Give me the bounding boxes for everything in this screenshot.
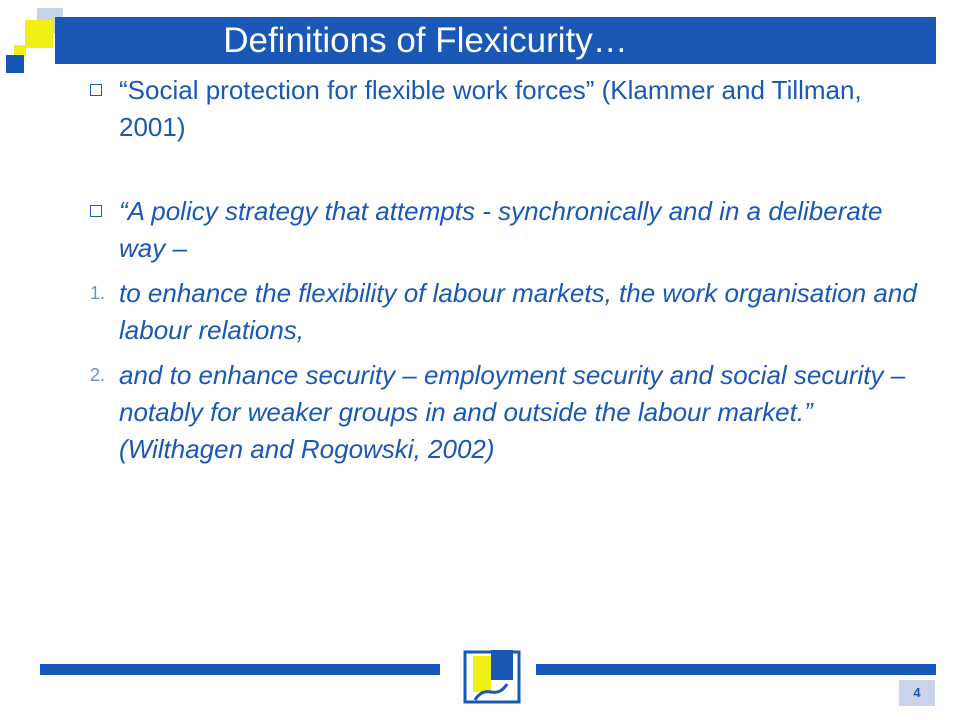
item-number: 1. — [90, 283, 106, 303]
bullet-item — [90, 72, 930, 146]
numbered-text: to enhance the flexibility of labour markets, the work organisation and labour relations, — [119, 278, 917, 345]
title-bar — [55, 17, 936, 64]
footer-rule-right — [536, 664, 936, 675]
page-number: 4 — [913, 685, 921, 700]
square-bullet-icon — [90, 205, 102, 217]
square-bullet-icon — [90, 84, 102, 96]
numbered-text: and to enhance security – employment security and social security – notably for weaker groups in and outside the labour market.” (Wilthagen and Rogowski, 2002) — [119, 360, 906, 464]
numbered-item — [90, 275, 930, 349]
logo-icon — [461, 644, 523, 706]
slide-content — [90, 72, 930, 468]
numbered-item — [90, 357, 930, 468]
slide-title: Definitions of Flexicurity… — [223, 21, 628, 60]
decorative-square-blue — [6, 55, 24, 73]
footer-rule-left — [40, 664, 440, 675]
decorative-square-yellow — [25, 20, 53, 48]
item-number: 2. — [90, 365, 106, 385]
bullet-text: “A policy strategy that attempts - synchronically and in a deliberate way – — [119, 196, 883, 263]
bullet-text: “Social protection for flexible work forces” (Klammer and Tillman, 2001) — [119, 75, 862, 142]
page-number-box — [899, 680, 935, 706]
bullet-item — [90, 193, 930, 267]
